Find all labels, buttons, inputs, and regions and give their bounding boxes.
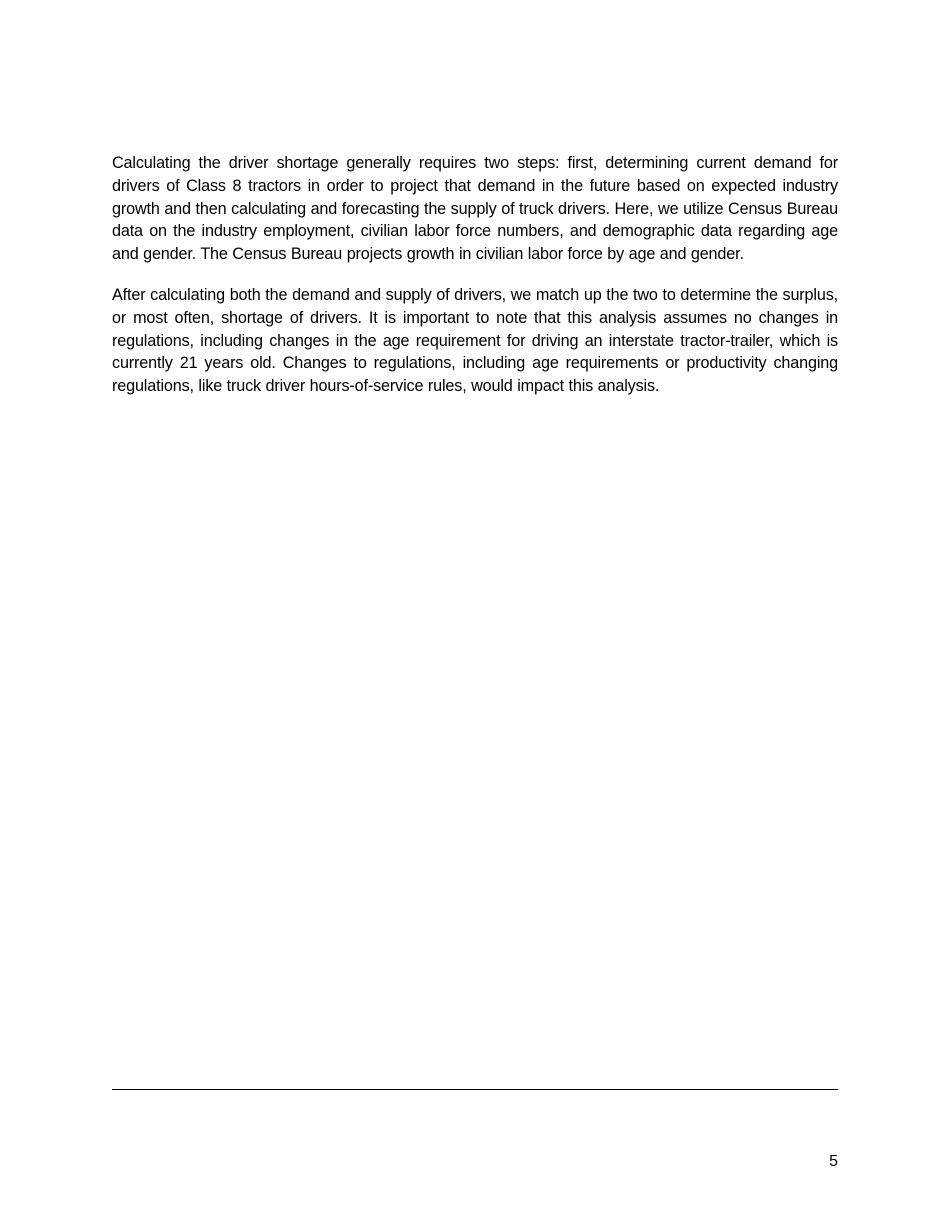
footer-rule xyxy=(112,1089,838,1090)
page-number: 5 xyxy=(829,1153,838,1170)
body-text xyxy=(112,152,838,416)
paragraph-demand-supply-analysis: After calculating both the demand and supply of drivers, we match up the two to determine the surplus, or most often, shortage of drivers. It is important to note that this analysis assumes no changes in regulations, including changes in the age requirement for driving an interstate tractor-trailer, which is currently 21 years old. Changes to regulations, including age requirements or productivity changing regulations, like truck driver hours-of-service rules, would impact this analysis. xyxy=(112,285,838,396)
paragraph-driver-shortage-method: Calculating the driver shortage generally requires two steps: first, determining current demand for drivers of Class 8 tractors in order to project that demand in the future based on expected industry growth and then calculating and forecasting the supply of truck drivers. Here, we utilize Census Bureau data on the industry employment, civilian labor force numbers, and demographic data regarding age and gender. The Census Bureau projects growth in civilian labor force by age and gender. xyxy=(112,154,838,264)
